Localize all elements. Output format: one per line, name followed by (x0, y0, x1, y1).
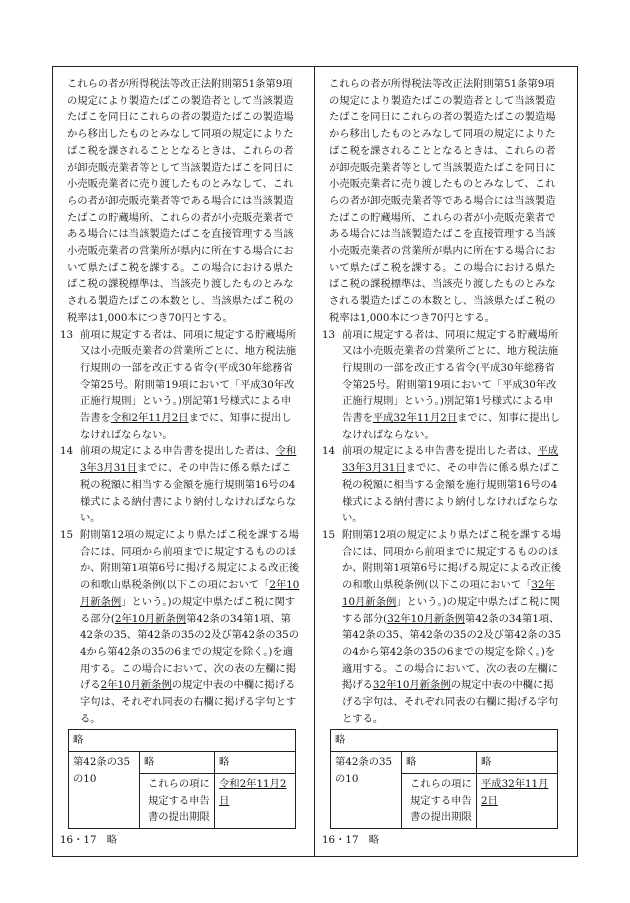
table-cell (477, 773, 558, 828)
paragraph-13 (60, 327, 300, 444)
paragraph-number: 13 (322, 328, 336, 341)
amended-term: 32年10月新条例 (342, 579, 555, 608)
paragraph-12-continued: これらの者が所得税法等改正法附則第51条第9項の規定により製造たばこの製造者として当該製造たばこを同日にこれらの者の製造たばこの製造場から移出したものとみなして同項の規定によりたばこ税を課されることとなるときは、これらの者が卸売販売業者等として当該製造たばこを同日に小売販売業者に売り渡したものとみなして、これらの者が卸売販売業者等である場合には当該製造たばこの貯蔵場所、これらの者が小売販売業者である場合には当該製造たばこを直接管理する当該小売販売業者の営業所が県内に所在する場合において県たばこ税を課する。この場合における県たばこ税の課税標準は、当該売り渡したものとみなされる製造たばこの本数とし、当該県たばこ税の税率は1,000本につき70円とする。 (67, 78, 294, 324)
amended-date: 令和2年11月2日 (219, 777, 287, 807)
table-cell: 第42条の35の10 (69, 752, 140, 829)
paragraph-12-continued: これらの者が所得税法等改正法附則第51条第9項の規定により製造たばこの製造者として当該製造たばこを同日にこれらの者の製造たばこの製造場から移出したものとみなして同項の規定によりたばこ税を課されることとなるときは、これらの者が卸売販売業者等として当該製造たばこを同日に小売販売業者に売り渡したものとみなして、これらの者が卸売販売業者等である場合には当該製造たばこの貯蔵場所、これらの者が小売販売業者である場合には当該製造たばこを直接管理する当該小売販売業者の営業所が県内に所在する場合において県たばこ税を課する。この場合における県たばこ税の課税標準は、当該売り渡したものとみなされる製造たばこの本数とし、当該県たばこ税の税率は1,000本につき70円とする。 (329, 78, 556, 324)
paragraph-15 (60, 527, 300, 727)
replacement-table (330, 729, 558, 829)
amended-term: 2年10月新条例 (100, 679, 172, 692)
paragraph-14 (60, 443, 300, 527)
text: の規定中表の中欄に掲げる字句は、それぞれ同表の右欄に掲げる字句とする。 (342, 679, 559, 725)
amended-term: 32年10月新条例 (372, 679, 451, 692)
text: までに、その申告に係る県たばこ税の税額に相当する金額を施行規則第16号の4様式による納付書により納付しなければならない。 (342, 462, 561, 525)
current-column (322, 76, 562, 849)
paragraph-body (80, 527, 300, 727)
table-cell: これらの項に規定する申告書の提出期限 (402, 773, 477, 828)
text: の規定中表の中欄に掲げる字句は、それぞれ同表の右欄に掲げる字句とする。 (80, 679, 297, 725)
table-cell: 略 (215, 752, 296, 774)
paragraph-number: 15 (60, 528, 74, 541)
text: 附則第12項の規定により県たばこ税を課する場合には、同項から前項までに規定するもののほか、附則第1項第6号に掲げる規定による改正後の和歌山県税条例(以下この項において「 (80, 528, 300, 592)
paragraph-number: 15 (322, 528, 336, 541)
amended-date: 平成33年3月31日 (342, 445, 559, 475)
revised-column (60, 76, 300, 849)
column-divider (314, 66, 315, 857)
text: までに、知事に提出しなければならない。 (80, 412, 292, 441)
table-cell: 略 (402, 752, 477, 774)
text: 第42条の34第1項、第42条の35、第42条の35の2及び第42条の35の4から第42条の35の6までの規定を除く。)を適用する。この場合において、次の表の左欄に掲げる (342, 612, 562, 692)
text: 第42条の34第1項、第42条の35、第42条の35の2及び第42条の35の4から第42条の35の6までの規定を除く。)を適用する。この場合において、次の表の左欄に掲げる (80, 612, 300, 692)
text: 前項の規定による申告書を提出した者は、 (342, 445, 538, 458)
text: 前項に規定する者は、同項に規定する貯蔵場所又は小売販売業者の営業所ごとに、地方税法施行規則の一部を改正する省令(平成30年総務省令第25号。附則第19項において「平成30年改正施行規則」という。)別記第1号様式による申告書を (80, 328, 297, 425)
table-cell: 略 (331, 730, 558, 752)
amended-date: 平成32年11月2日 (481, 777, 549, 807)
paragraph-body (342, 443, 562, 527)
paragraph-14 (322, 443, 562, 527)
table-cell: 略 (477, 752, 558, 774)
paragraph-16-17: 16・17 略 (322, 833, 380, 846)
table-cell (215, 773, 296, 828)
paragraph-15 (322, 527, 562, 727)
table-cell: 略 (69, 730, 296, 752)
paragraph-number: 14 (322, 445, 336, 458)
text: 前項に規定する者は、同項に規定する貯蔵場所又は小売販売業者の営業所ごとに、地方税法施行規則の一部を改正する省令(平成30年総務省令第25号。附則第19項において「平成30年改正施行規則」という。)別記第1号様式による申告書を (342, 328, 559, 425)
amended-term: 2年10月新条例 (80, 579, 300, 608)
paragraph-body (80, 327, 300, 444)
amended-term: 32年10月新条例 (387, 612, 465, 625)
text: 附則第12項の規定により県たばこ税を課する場合には、同項から前項までに規定するもののほか、附則第1項第6号に掲げる規定による改正後の和歌山県税条例(以下この項において「 (342, 528, 562, 592)
paragraph-number: 14 (60, 445, 74, 458)
text: 」という。)の規定中県たばこ税に関する部分( (342, 595, 560, 625)
replacement-table (68, 729, 296, 829)
paragraph-body (80, 443, 300, 527)
text: までに、知事に提出しなければならない。 (342, 412, 561, 441)
text: 」という。)の規定中県たばこ税に関する部分( (80, 595, 296, 625)
paragraph-13 (322, 327, 562, 444)
paragraph-16-17: 16・17 略 (60, 833, 118, 846)
paragraph-body (342, 327, 562, 444)
table-cell: 第42条の35の10 (331, 752, 402, 829)
text: 前項の規定による申告書を提出した者は、 (80, 445, 276, 458)
amended-date: 令和2年11月2日 (110, 412, 189, 425)
amended-date: 平成32年11月2日 (372, 412, 458, 425)
text: までに、その申告に係る県たばこ税の税額に相当する金額を施行規則第16号の4様式による納付書により納付しなければならない。 (80, 462, 297, 525)
table-cell: 略 (140, 752, 215, 774)
table-cell: これらの項に規定する申告書の提出期限 (140, 773, 215, 828)
paragraph-number: 13 (60, 328, 74, 341)
amended-term: 2年10月新条例 (114, 612, 187, 625)
paragraph-body (342, 527, 562, 727)
amended-date: 令和3年3月31日 (80, 445, 297, 475)
